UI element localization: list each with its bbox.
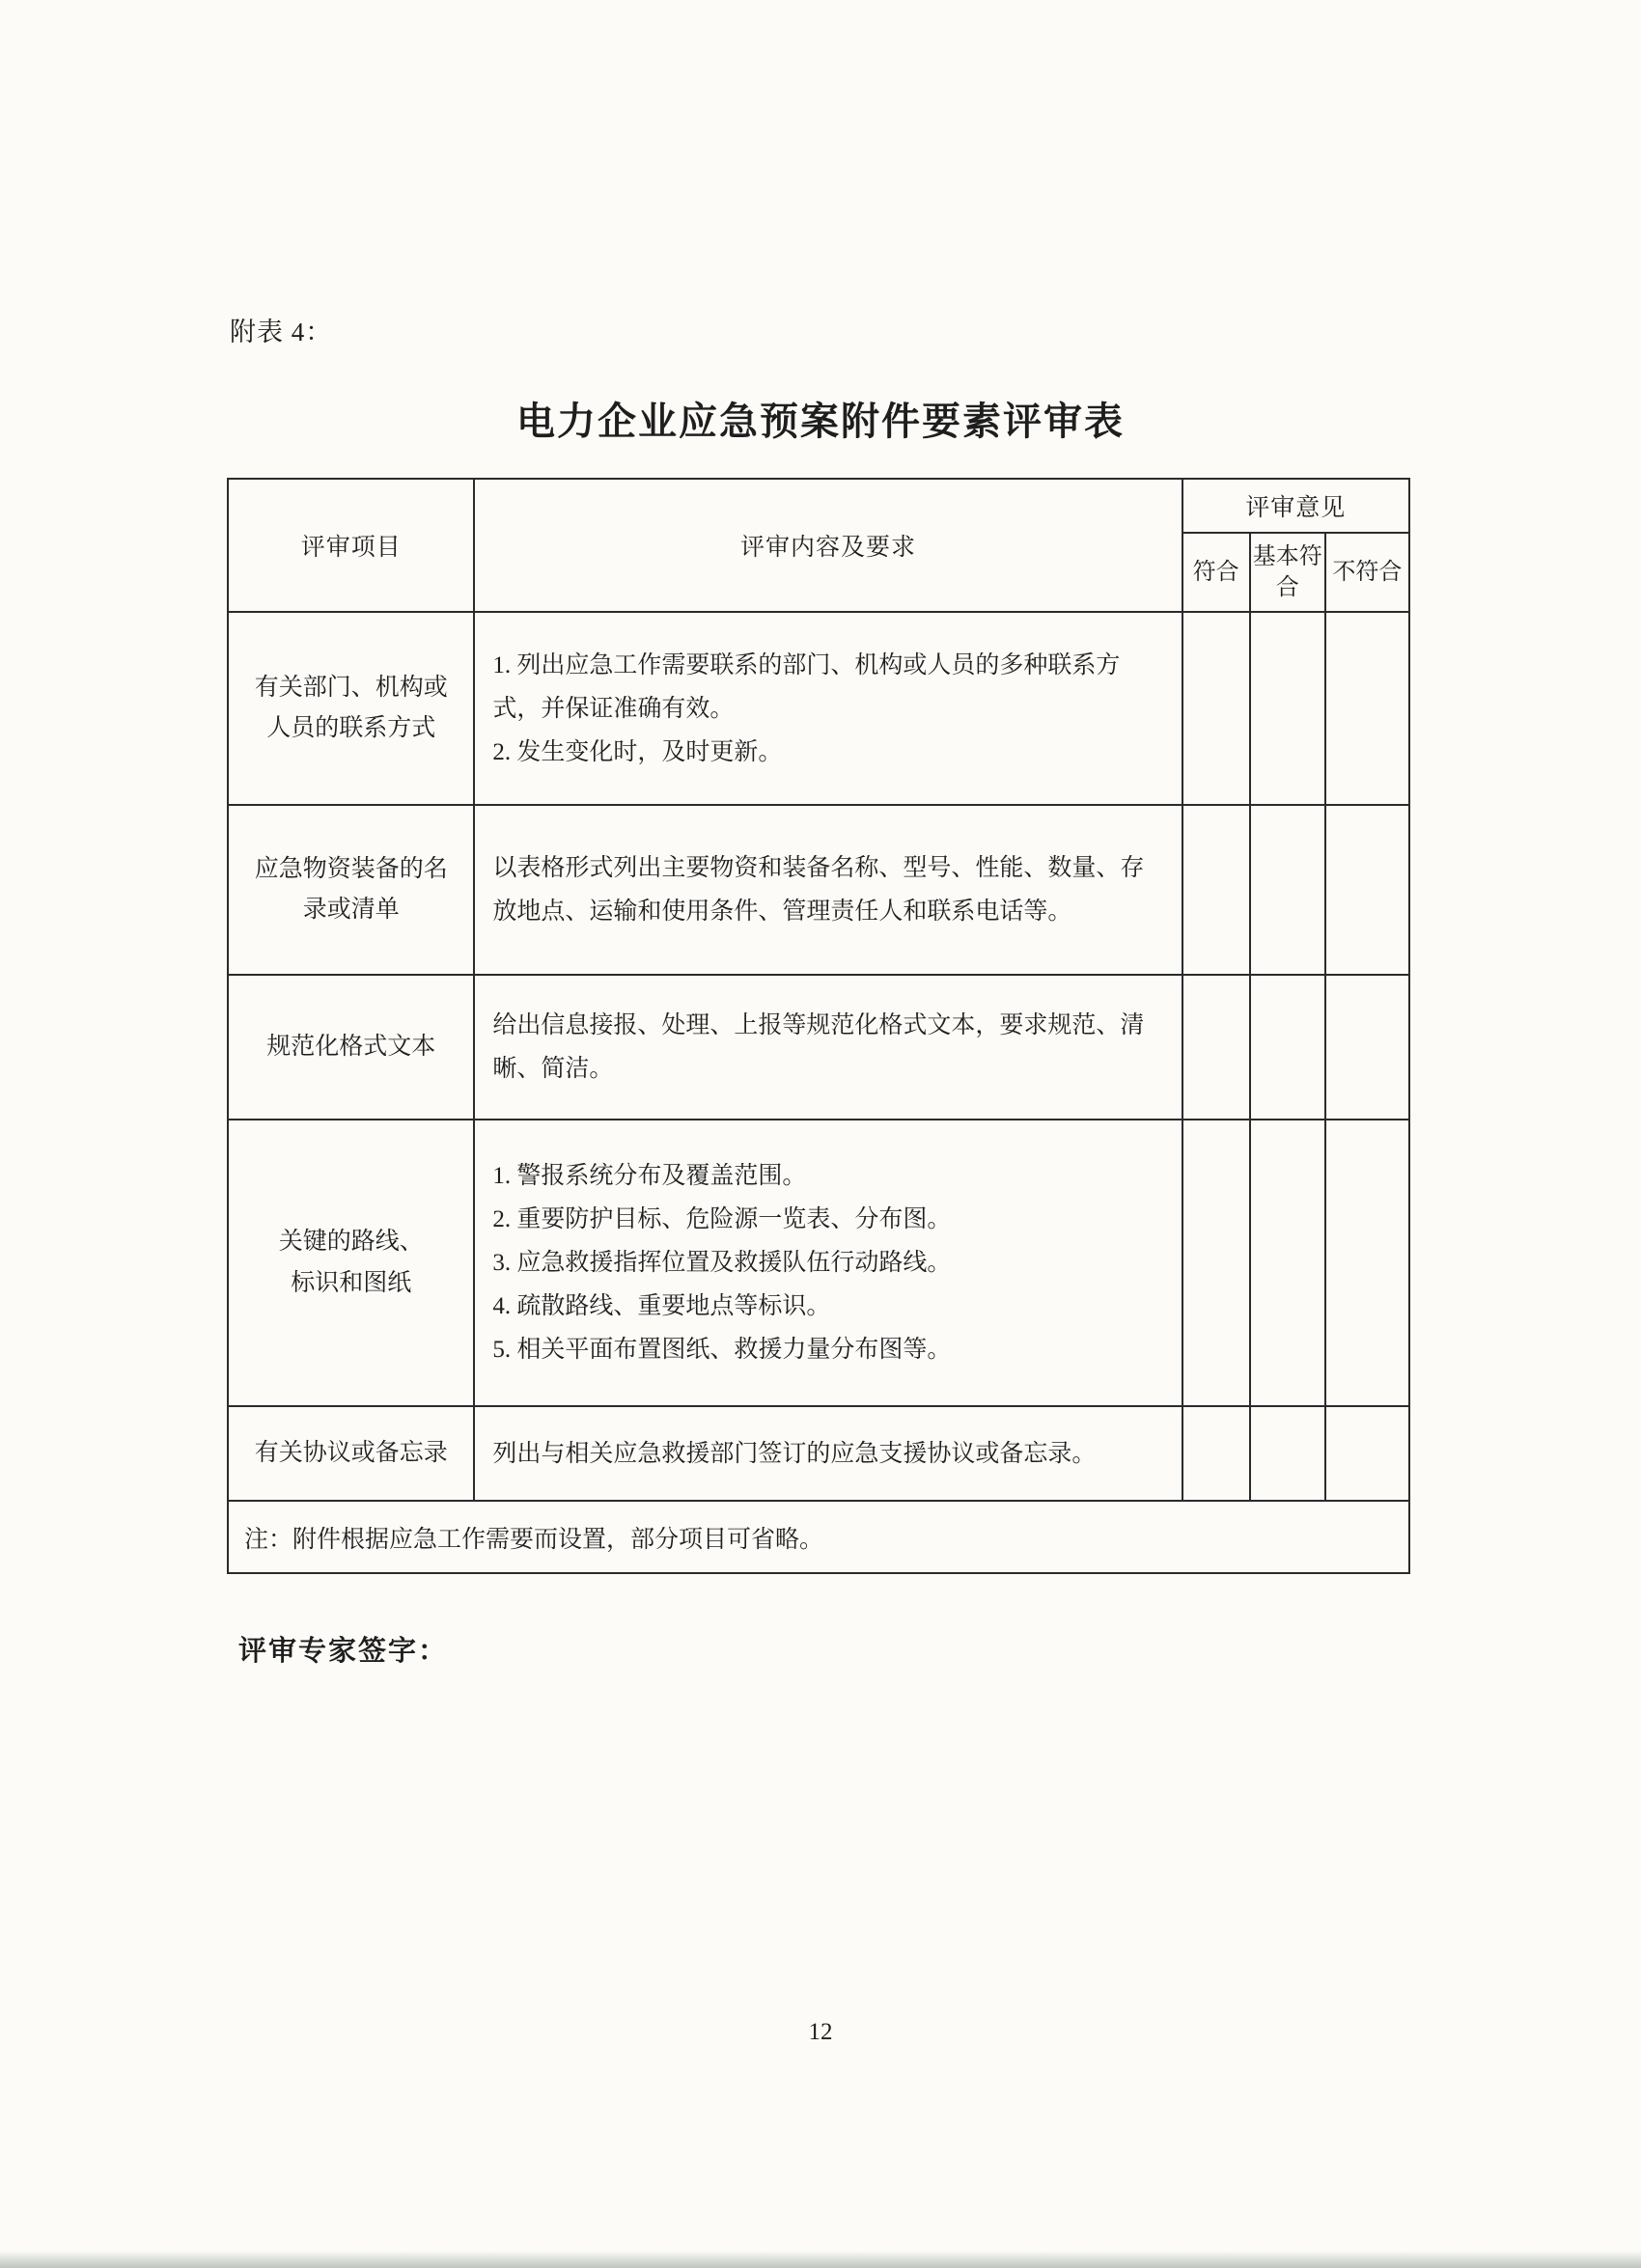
opinion-cell: [1182, 805, 1250, 975]
note-cell: 注：附件根据应急工作需要而设置，部分项目可省略。: [228, 1501, 1409, 1573]
item-line: 录或清单: [302, 897, 400, 923]
content-line: 4. 疏散路线、重要地点等标识。: [492, 1293, 831, 1319]
opinion-cell: [1325, 612, 1409, 805]
opinion-cell: [1250, 1120, 1325, 1406]
opinion-cell: [1325, 1120, 1409, 1406]
opinion-cell: [1250, 975, 1325, 1120]
table-row: [228, 975, 1409, 1120]
annex-label: 附表 4：: [230, 318, 333, 346]
item-line: 应急物资装备的名: [254, 855, 448, 882]
item-cell: [228, 612, 474, 805]
opinion-cell: [1250, 805, 1325, 975]
table-row: [228, 1120, 1409, 1406]
review-table: [227, 478, 1410, 1574]
signature-label: 评审专家签字：: [238, 1636, 449, 1667]
content-line: 以表格形式列出主要物资和装备名称、型号、性能、数量、存放地点、运输和使用条件、管理责任人和联系电话等。: [492, 855, 1145, 925]
content-line: 2. 发生变化时，及时更新。: [492, 738, 783, 765]
content-line: 给出信息接报、处理、上报等规范化格式文本，要求规范、清晰、简洁。: [492, 1012, 1145, 1082]
opinion-cell: [1182, 975, 1250, 1120]
content-cell: [474, 612, 1182, 805]
table-row: [228, 612, 1409, 805]
content-line: 2. 重要防护目标、危险源一览表、分布图。: [492, 1206, 952, 1232]
item-cell: [228, 975, 474, 1120]
content-line: 列出与相关应急救援部门签订的应急支援协议或备忘录。: [492, 1440, 1097, 1467]
item-cell: [228, 805, 474, 975]
header-row-top: [228, 479, 1409, 533]
review-table-container: [227, 478, 1410, 1574]
opinion-cell: [1325, 1406, 1409, 1501]
scan-edge: [0, 2251, 1641, 2268]
content-cell: [474, 805, 1182, 975]
item-cell: [228, 1120, 474, 1406]
header-opinion: 评审意见: [1182, 479, 1409, 533]
item-line: 有关协议或备忘录: [254, 1439, 448, 1466]
content-line: 1. 警报系统分布及覆盖范围。: [492, 1163, 807, 1189]
content-line: 1. 列出应急工作需要联系的部门、机构或人员的多种联系方式，并保证准确有效。: [492, 651, 1121, 722]
item-cell: [228, 1406, 474, 1501]
content-line: 3. 应急救援指挥位置及救援队伍行动路线。: [492, 1250, 952, 1276]
opinion-cell: [1325, 975, 1409, 1120]
page-number: 12: [808, 2019, 833, 2045]
opinion-cell: [1250, 1406, 1325, 1501]
item-line: 标识和图纸: [291, 1269, 412, 1296]
item-line: 人员的联系方式: [266, 715, 436, 741]
header-opinion-basic-conform: 基本符合: [1250, 533, 1325, 612]
header-content: 评审内容及要求: [474, 479, 1182, 612]
header-item: 评审项目: [228, 479, 474, 612]
opinion-cell: [1250, 612, 1325, 805]
header-opinion-conform: 符合: [1182, 533, 1250, 612]
table-row: [228, 1406, 1409, 1501]
opinion-cell: [1182, 1120, 1250, 1406]
content-line: 5. 相关平面布置图纸、救援力量分布图等。: [492, 1337, 952, 1363]
table-row: [228, 805, 1409, 975]
content-cell: [474, 975, 1182, 1120]
opinion-cell: [1182, 1406, 1250, 1501]
header-opinion-nonconform: 不符合: [1325, 533, 1409, 612]
page-title: 电力企业应急预案附件要素评审表: [516, 400, 1125, 443]
content-cell: [474, 1120, 1182, 1406]
note-row: [228, 1501, 1409, 1573]
opinion-cell: [1325, 805, 1409, 975]
item-line: 规范化格式文本: [266, 1033, 436, 1060]
content-cell: [474, 1406, 1182, 1501]
item-line: 有关部门、机构或: [254, 674, 448, 701]
opinion-cell: [1182, 612, 1250, 805]
item-line: 关键的路线、: [278, 1229, 424, 1255]
